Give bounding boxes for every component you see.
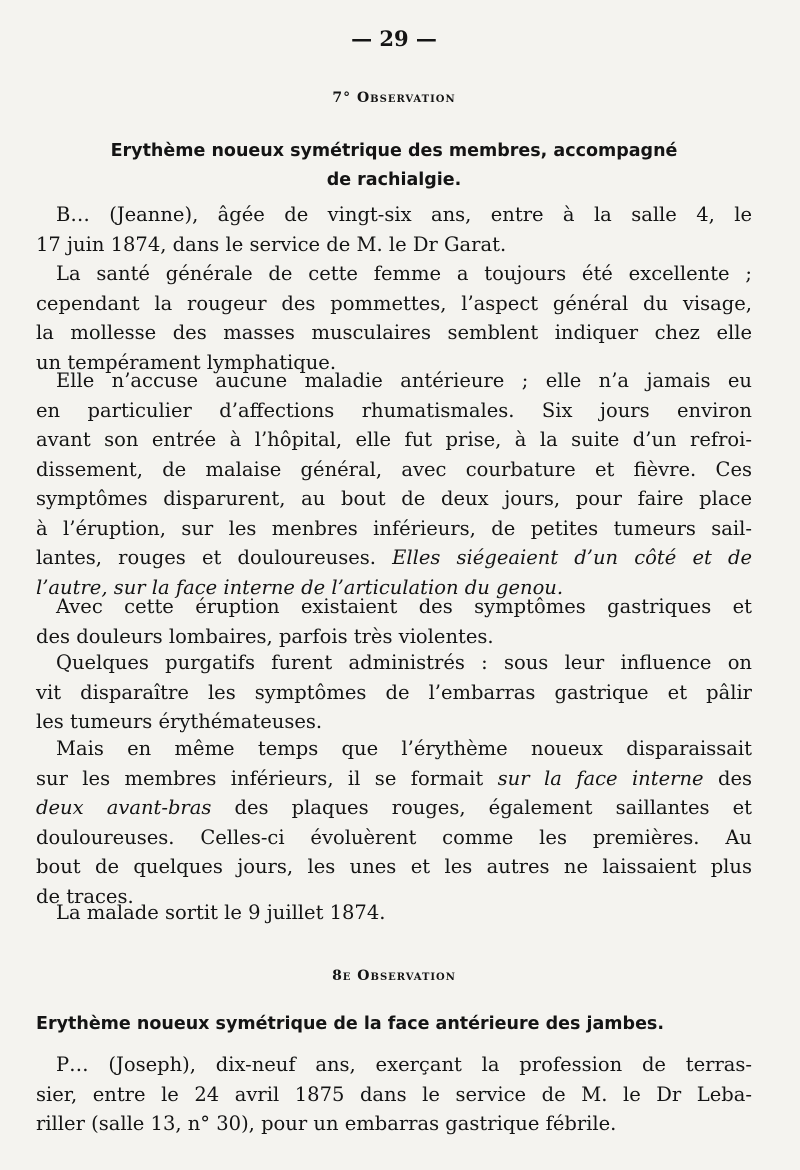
observation-7-title: 7° Observation bbox=[332, 90, 456, 106]
text-line: bout de quelques jours, les unes et les autres ne laissaient plus bbox=[36, 855, 752, 878]
text-line bbox=[36, 543, 752, 573]
text-line: B… (Jeanne), âgée de vingt-six ans, entre à la salle 4, le bbox=[56, 203, 752, 226]
text-line: les tumeurs érythémateuses. bbox=[36, 710, 323, 733]
text-normal: sur les membres inférieurs, il se formait bbox=[36, 766, 498, 790]
text-line: la mollesse des masses musculaires semblent indiquer chez elle bbox=[36, 321, 752, 344]
text-line: riller (salle 13, n° 30), pour un embarras gastrique fébrile. bbox=[36, 1112, 617, 1135]
paragraph-forearms bbox=[36, 734, 752, 911]
text-normal: lantes, rouges et douloureuses. bbox=[36, 546, 393, 569]
text-line: des douleurs lombaires, parfois très violentes. bbox=[36, 624, 494, 648]
text-line: douloureuses. Celles-ci évoluèrent comme les premières. Au bbox=[36, 825, 752, 849]
text-line: La malade sortit le 9 juillet 1874. bbox=[56, 901, 386, 924]
paragraph-treatment bbox=[36, 648, 752, 737]
page-number: — 29 — bbox=[351, 26, 437, 51]
text-line: sier, entre le 24 avril 1875 dans le service de M. le Dr Leba- bbox=[36, 1082, 752, 1106]
text-line: vit disparaître les symptômes de l’embarras gastrique et pâlir bbox=[36, 680, 752, 704]
text-italic: Elles siégeaient d’un côté et de bbox=[392, 546, 752, 569]
text-italic: sur la face interne bbox=[497, 766, 704, 790]
text-line: Elle n’accuse aucune maladie antérieure ; elle n’a jamais eu bbox=[56, 369, 752, 392]
text-line: dissement, de malaise général, avec courbature et fièvre. Ces bbox=[36, 457, 752, 481]
observation-8-subtitle: Erythème noueux symétrique de la face antérieure des jambes. bbox=[36, 1014, 665, 1034]
text-line: Mais en même temps que l’érythème noueux disparaissait bbox=[56, 737, 752, 760]
text-line: Avec cette éruption existaient des symptômes gastriques et bbox=[56, 595, 752, 618]
text-line: cependant la rougeur des pommettes, l’aspect général du visage, bbox=[36, 291, 752, 315]
observation-8-title: 8e Observation bbox=[332, 968, 456, 984]
text-italic: deux avant-bras bbox=[36, 796, 212, 819]
text-line bbox=[36, 764, 752, 794]
paragraph-discharge bbox=[36, 898, 752, 928]
text-line: symptômes disparurent, au bout de deux jours, pour faire place bbox=[36, 487, 752, 510]
paragraph-patient-8-intro bbox=[36, 1050, 752, 1139]
text-line: avant son entrée à l’hôpital, elle fut prise, à la suite d’un refroi- bbox=[36, 428, 752, 451]
text-line: La santé générale de cette femme a toujours été excellente ; bbox=[56, 262, 752, 285]
text-line: Quelques purgatifs furent administrés : sous leur influence on bbox=[56, 651, 752, 674]
text-normal: des bbox=[703, 766, 752, 790]
paragraph-patient-intro bbox=[36, 200, 752, 259]
text-line: 17 juin 1874, dans le service de M. le Dr Garat. bbox=[36, 232, 507, 256]
text-line: de traces. bbox=[36, 884, 134, 908]
text-line: à l’éruption, sur les menbres inférieurs, de petites tumeurs sail- bbox=[36, 516, 752, 540]
paragraph-general-health bbox=[36, 259, 752, 377]
text-normal: des plaques rouges, également saillantes et bbox=[211, 796, 753, 819]
subtitle-line: Erythème noueux symétrique des membres, accompagné bbox=[110, 141, 678, 161]
text-italic: l’autre, sur la face interne de l’articulation du genou. bbox=[36, 575, 564, 599]
text-line bbox=[36, 793, 752, 823]
text-line: un tempérament lymphatique. bbox=[36, 350, 337, 374]
paragraph-gastric-symptoms bbox=[36, 592, 752, 651]
subtitle-line: de rachialgie. bbox=[326, 170, 462, 190]
observation-7-subtitle bbox=[36, 137, 752, 195]
text-line: en particulier d’affections rhumatismales. Six jours environ bbox=[36, 398, 752, 422]
paragraph-history bbox=[36, 366, 752, 602]
document-page bbox=[36, 0, 752, 1170]
text-line: P… (Joseph), dix-neuf ans, exerçant la profession de terras- bbox=[56, 1053, 752, 1076]
